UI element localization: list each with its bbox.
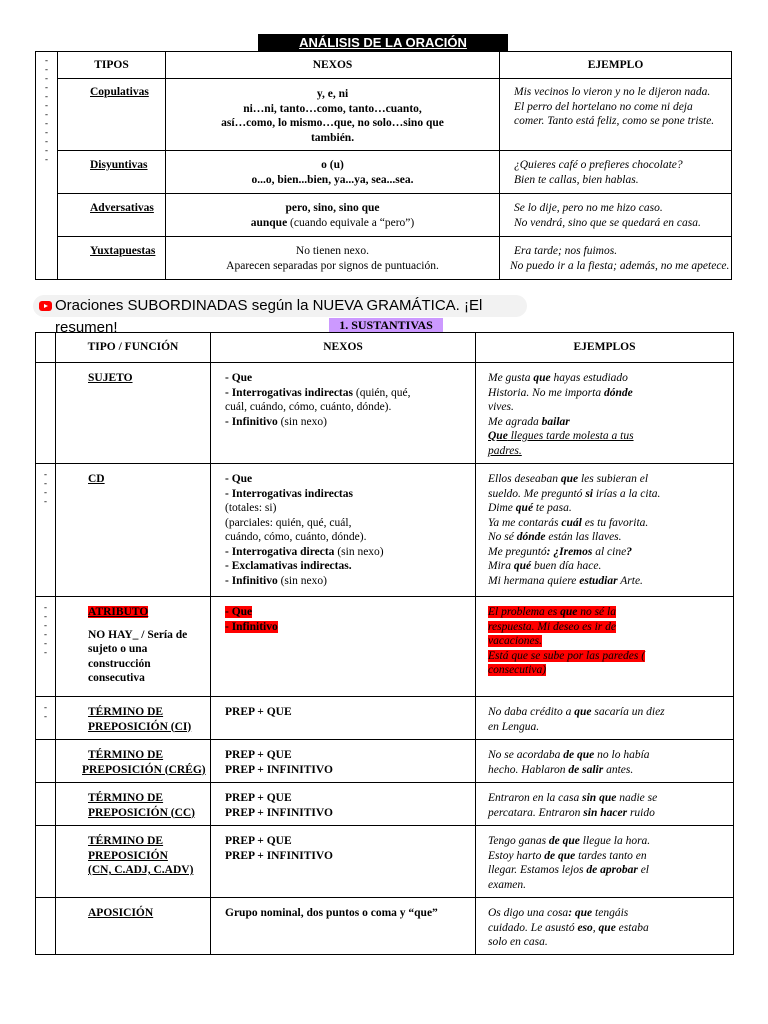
tipo-label bbox=[56, 783, 211, 826]
ej-nexo: que bbox=[560, 606, 578, 618]
ej-text: El problema es bbox=[488, 606, 561, 618]
tipo-label bbox=[56, 826, 211, 898]
ej-text: tardes tanto en bbox=[575, 849, 647, 862]
ej-text: hecho. Hablaron bbox=[488, 763, 569, 776]
tipo-aposicion: APOSICIÓN bbox=[88, 907, 154, 919]
tipo-label: Disyuntivas bbox=[58, 151, 166, 194]
youtube-icon bbox=[39, 301, 52, 311]
ej-text: Ellos deseaban bbox=[488, 473, 561, 485]
ej-text: vacaciones. bbox=[488, 635, 542, 647]
ej-text: Dime bbox=[488, 502, 516, 514]
tipo-label bbox=[56, 740, 211, 783]
ej-text: Está que se sube por las paredes ( bbox=[488, 649, 646, 662]
tipo-cd: CD bbox=[88, 473, 105, 485]
nexo-line: - Exclamativas indirectas. bbox=[225, 560, 352, 572]
margin-marks bbox=[36, 783, 56, 826]
table-row bbox=[36, 826, 734, 898]
nexos-cell bbox=[166, 194, 500, 237]
nexo-note: (sin nexo) bbox=[334, 545, 384, 558]
nexos-cell bbox=[166, 151, 500, 194]
nexo-line: pero, sino, sino que bbox=[285, 202, 380, 214]
table-row bbox=[36, 194, 732, 237]
ejemplo-line: ¿Quieres café o prefieres chocolate? bbox=[514, 159, 683, 171]
ej-text: ruido bbox=[627, 806, 655, 819]
ej-text: , bbox=[592, 921, 599, 934]
ej-text: no sé la bbox=[577, 606, 616, 618]
ej-text: llegue la hora. bbox=[579, 835, 651, 847]
ejemplo-cell bbox=[476, 783, 734, 826]
ej-text: les subieran el bbox=[578, 473, 649, 485]
ej-text: solo en casa. bbox=[488, 936, 548, 948]
nexo-line: PREP + QUE bbox=[225, 835, 292, 847]
nexo-line: - Que bbox=[225, 372, 253, 384]
nexo-line: cuál, cuándo, cómo, cuánto, dónde). bbox=[225, 401, 392, 413]
ej-text: Me preguntó bbox=[488, 545, 547, 558]
nexo-line: así…como, lo mismo…que, no solo…sino que bbox=[221, 117, 444, 129]
nexo-note: (cuando equivale a “pero”) bbox=[287, 216, 415, 229]
table-row bbox=[36, 237, 732, 280]
ej-text: al cine bbox=[592, 545, 627, 558]
nexo-line: PREP + INFINITIVO bbox=[225, 763, 333, 776]
ej-text: Mira bbox=[488, 560, 514, 572]
nexo-line: - Que bbox=[225, 473, 253, 485]
header-tipos: TIPOS bbox=[58, 52, 166, 79]
ej-nexo: sin hacer bbox=[583, 806, 628, 819]
ej-text: llegar. Estamos lejos bbox=[488, 864, 587, 876]
ej-text: percatara. Entraron bbox=[488, 806, 584, 819]
nexo-term: - Infinitivo bbox=[225, 415, 278, 428]
ejemplo-cell bbox=[476, 597, 734, 697]
ej-nexo: sin que bbox=[582, 792, 617, 804]
tipo-sujeto: SUJETO bbox=[88, 372, 133, 384]
table-row bbox=[36, 151, 732, 194]
tipo-label: Copulativas bbox=[58, 79, 166, 151]
ejemplo-cell bbox=[476, 898, 734, 955]
ejemplo-line: No vendrá, sino que se quedará en casa. bbox=[514, 216, 701, 229]
ej-text: irías a la cita. bbox=[592, 487, 661, 500]
ej-text: en Lengua. bbox=[488, 720, 540, 733]
tipo-label bbox=[56, 464, 211, 597]
header-ejemplo: EJEMPLO bbox=[500, 52, 732, 79]
table-row bbox=[36, 79, 732, 151]
ejemplo-cell bbox=[500, 79, 732, 151]
header-nexos: NEXOS bbox=[211, 333, 476, 363]
nexo-line: (parciales: quién, qué, cuál, bbox=[225, 516, 352, 529]
table-row bbox=[36, 783, 734, 826]
nexos-cell bbox=[166, 79, 500, 151]
ej-text: Os digo una cosa bbox=[488, 907, 569, 919]
ej-nexo: que bbox=[574, 706, 592, 718]
ej-text: sueldo. Me preguntó bbox=[488, 487, 586, 500]
header-ejemplos: EJEMPLOS bbox=[476, 333, 734, 363]
table-row bbox=[36, 597, 734, 697]
compuesta-table bbox=[35, 51, 732, 280]
table-row bbox=[36, 740, 734, 783]
margin-marks bbox=[36, 826, 56, 898]
nexo-line: - Que bbox=[225, 606, 253, 618]
tipo-line: PREPOSICIÓN (CI) bbox=[88, 720, 192, 733]
ejemplo-cell bbox=[476, 740, 734, 783]
ej-text: Historia. No me importa bbox=[488, 386, 604, 399]
tipo-line: (CN, C.ADJ, C.ADV) bbox=[88, 864, 194, 876]
ej-nexo: que bbox=[533, 372, 551, 384]
margin-marks: - - - - - - - - - - - - bbox=[36, 52, 58, 280]
nexos-cell bbox=[211, 826, 476, 898]
ejemplo-cell bbox=[476, 826, 734, 898]
ej-nexo: de que bbox=[563, 749, 595, 761]
nexo-term: - Infinitivo bbox=[225, 574, 278, 587]
nexos-cell bbox=[211, 740, 476, 783]
nexos-cell bbox=[211, 783, 476, 826]
ej-nexo: de salir bbox=[568, 763, 604, 776]
tipo-label: Yuxtapuestas bbox=[58, 237, 166, 280]
ej-text: nadie se bbox=[616, 792, 658, 804]
margin-marks bbox=[36, 898, 56, 955]
ej-nexo: qué bbox=[515, 502, 534, 514]
ej-text: No daba crédito a bbox=[488, 706, 575, 718]
ej-text: No se acordaba bbox=[488, 749, 564, 761]
ej-nexo: : ¿Iremos bbox=[546, 545, 593, 558]
nexo-line: PREP + QUE bbox=[225, 749, 292, 761]
video-link-text: Oraciones SUBORDINADAS según la NUEVA GRAMÁTICA. ¡El resumen! bbox=[55, 297, 483, 336]
atributo-note: NO HAY_ / Sería de sujeto o una construcción consecutiva bbox=[88, 628, 188, 684]
ej-text: no lo había bbox=[594, 749, 650, 761]
header-tipo-funcion: TIPO / FUNCIÓN bbox=[56, 333, 211, 363]
margin-marks bbox=[36, 333, 56, 363]
ej-text: tengáis bbox=[592, 907, 629, 919]
ej-nexo: qué bbox=[513, 560, 532, 572]
nexo-line: Aparecen separadas por signos de puntuación. bbox=[226, 259, 439, 272]
ej-text: Arte. bbox=[617, 574, 643, 587]
ejemplo-line: Mis vecinos lo vieron y no le dijeron nada. bbox=[514, 86, 711, 98]
ej-nexo: ? bbox=[626, 545, 632, 558]
ej-nexo: bailar bbox=[541, 415, 570, 428]
ej-text: sacaría un diez bbox=[591, 706, 665, 718]
tipo-label bbox=[56, 597, 211, 697]
ej-text: Entraron en la casa bbox=[488, 792, 583, 804]
ejemplo-cell bbox=[476, 363, 734, 464]
ejemplo-line: Era tarde; nos fuimos. bbox=[514, 245, 618, 257]
ej-text: respuesta. Mi deseo es ir de bbox=[488, 620, 616, 633]
nexos-cell bbox=[166, 237, 500, 280]
nexo-line: cuándo, cómo, cuánto, dónde). bbox=[225, 531, 367, 543]
margin-marks bbox=[36, 363, 56, 464]
ej-text: Me agrada bbox=[488, 415, 542, 428]
nexo-note: (quién, qué, bbox=[352, 386, 411, 399]
tipo-line: PREPOSICIÓN (CC) bbox=[88, 806, 196, 819]
ej-nexo: eso bbox=[577, 921, 593, 934]
tipo-line: PREPOSICIÓN (CRÉG) bbox=[82, 763, 206, 776]
margin-marks: - - - - bbox=[36, 464, 56, 597]
nexo-line: No tienen nexo. bbox=[295, 245, 370, 257]
ej-text: Tengo ganas bbox=[488, 835, 549, 847]
ej-text: es tu favorita. bbox=[581, 516, 649, 529]
nexo-term: aunque bbox=[250, 216, 288, 229]
ej-nexo: de aprobar bbox=[586, 864, 638, 876]
ej-nexo: : que bbox=[568, 907, 593, 919]
page-title: ANÁLISIS DE LA ORACIÓN COMPUESTA bbox=[258, 34, 508, 52]
ej-text: No sé bbox=[488, 531, 517, 543]
tipo-label bbox=[56, 697, 211, 740]
ejemplo-cell bbox=[476, 697, 734, 740]
nexos-cell bbox=[211, 363, 476, 464]
nexo-line: o...o, bien...bien, ya...ya, sea...sea. bbox=[251, 173, 414, 186]
nexos-cell bbox=[211, 597, 476, 697]
ej-nexo: estudiar bbox=[579, 574, 618, 587]
header-nexos: NEXOS bbox=[166, 52, 500, 79]
ej-text: buen día hace. bbox=[531, 560, 602, 572]
ej-text: te pasa. bbox=[533, 502, 572, 514]
table-row bbox=[36, 363, 734, 464]
nexo-term: - Interrogativas indirectas bbox=[225, 386, 353, 399]
ejemplo-line: No puedo ir a la fiesta; además, no me apetece. bbox=[510, 259, 730, 272]
table-row bbox=[36, 697, 734, 740]
ej-text: padres. bbox=[488, 444, 522, 457]
ejemplo-line: Se lo dije, pero no me hizo caso. bbox=[514, 202, 663, 214]
nexo-line: Grupo nominal, dos puntos o coma y “que” bbox=[225, 907, 438, 919]
tipo-line: TÉRMINO DE bbox=[88, 749, 164, 761]
nexo-line: - Infinitivo bbox=[225, 620, 278, 633]
nexos-cell bbox=[211, 464, 476, 597]
subordinadas-table bbox=[35, 332, 734, 955]
ej-nexo: cuál bbox=[561, 516, 582, 529]
ej-nexo: que bbox=[598, 921, 616, 934]
margin-marks: - - bbox=[36, 697, 56, 740]
nexo-line: ni…ni, tanto…como, tanto…cuanto, bbox=[243, 102, 422, 115]
nexo-term: - Interrogativa directa bbox=[225, 545, 335, 558]
ej-nexo: que bbox=[560, 473, 579, 485]
ej-text: hayas estudiado bbox=[550, 372, 628, 384]
nexo-note: (sin nexo) bbox=[277, 415, 327, 428]
tipo-line: PREPOSICIÓN bbox=[88, 849, 168, 862]
ej-text: antes. bbox=[603, 763, 634, 776]
tipo-line: TÉRMINO DE bbox=[88, 835, 164, 847]
ejemplo-cell bbox=[476, 464, 734, 597]
nexos-cell bbox=[211, 898, 476, 955]
tipo-line: TÉRMINO DE bbox=[88, 706, 164, 718]
ej-text: vives. bbox=[488, 401, 514, 413]
tipo-label bbox=[56, 363, 211, 464]
tipo-label: Adversativas bbox=[58, 194, 166, 237]
ej-text: Mi hermana quiere bbox=[488, 574, 580, 587]
ejemplo-line: comer. Tanto está feliz, como se pone triste. bbox=[514, 115, 715, 127]
ej-text: Estoy harto bbox=[488, 849, 545, 862]
ejemplo-cell bbox=[500, 151, 732, 194]
nexo-line: PREP + QUE bbox=[225, 706, 292, 718]
nexo-line: o (u) bbox=[321, 159, 344, 171]
nexo-line: - Interrogativas indirectas bbox=[225, 487, 353, 500]
ej-nexo: de que bbox=[548, 835, 580, 847]
tipo-atributo: ATRIBUTO bbox=[88, 606, 149, 618]
ejemplo-cell bbox=[500, 237, 732, 280]
ej-text: el bbox=[637, 864, 650, 876]
ej-nexo: Que bbox=[488, 430, 508, 442]
ej-text: llegues tarde molesta a tus bbox=[507, 430, 634, 442]
table-row bbox=[36, 898, 734, 955]
ej-nexo: dónde bbox=[603, 386, 633, 399]
ejemplo-cell bbox=[500, 194, 732, 237]
ej-text: Ya me contarás bbox=[488, 516, 562, 529]
nexos-cell bbox=[211, 697, 476, 740]
ej-text: estaba bbox=[615, 921, 649, 934]
tipo-label bbox=[56, 898, 211, 955]
section-title: 1. SUSTANTIVAS bbox=[329, 318, 443, 332]
nexo-line: también. bbox=[310, 131, 355, 144]
nexo-line: PREP + INFINITIVO bbox=[225, 806, 333, 819]
ej-nexo: dónde bbox=[516, 531, 546, 543]
margin-marks bbox=[36, 740, 56, 783]
nexo-line: (totales: si) bbox=[225, 502, 277, 514]
margin-marks: - - - - - - bbox=[36, 597, 56, 697]
ej-nexo: de que bbox=[544, 849, 576, 862]
ej-nexo: si bbox=[585, 487, 593, 500]
table-row bbox=[36, 464, 734, 597]
ej-text: están las llaves. bbox=[545, 531, 622, 543]
nexo-line: PREP + INFINITIVO bbox=[225, 849, 333, 862]
nexo-note: (sin nexo) bbox=[277, 574, 327, 587]
ejemplo-line: Bien te callas, bien hablas. bbox=[514, 173, 639, 186]
ej-text: consecutiva) bbox=[488, 664, 547, 676]
nexo-line: y, e, ni bbox=[316, 88, 349, 100]
nexo-line: PREP + QUE bbox=[225, 792, 292, 804]
ej-text: Me gusta bbox=[488, 372, 534, 384]
tipo-line: TÉRMINO DE bbox=[88, 792, 164, 804]
ejemplo-line: El perro del hortelano no come ni deja bbox=[514, 100, 693, 113]
ej-text: cuidado. Le asustó bbox=[488, 921, 578, 934]
ej-text: examen. bbox=[488, 878, 526, 891]
